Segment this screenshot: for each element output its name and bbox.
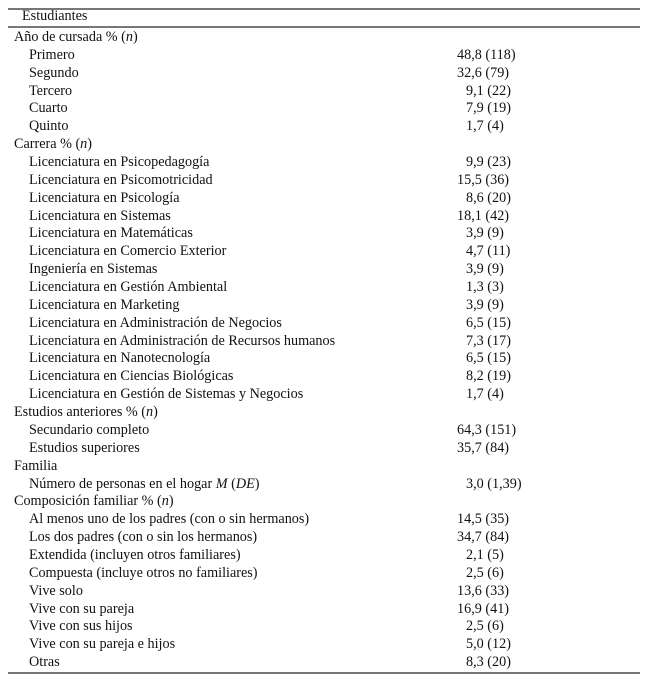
row-value: 9,9 (23): [466, 154, 511, 171]
row-label: [29, 367, 233, 385]
section-label: [14, 492, 174, 510]
table-row: [0, 332, 650, 350]
row-value: 64,3 (151): [457, 421, 517, 438]
section-row: [0, 492, 650, 510]
label-text: Licenciatura en Comercio Exterior: [29, 243, 227, 260]
row-label: [29, 653, 60, 671]
table-row: [0, 439, 650, 457]
row-value: 48,8 (118): [457, 46, 516, 63]
section-row: [0, 135, 650, 153]
label-text: Año de cursada % (: [14, 29, 126, 45]
label-text: Número de personas en el hogar: [29, 475, 216, 492]
row-value: 2,5 (6): [466, 618, 504, 635]
row-value: 16,9 (41): [457, 600, 510, 617]
row-value: 5,0 (12): [466, 636, 511, 653]
row-value: 1,7 (4): [466, 386, 504, 403]
label-text: Licenciatura en Administración de Negocios: [29, 314, 282, 331]
table-row: [0, 99, 650, 117]
row-label: [29, 207, 171, 225]
row-label: [29, 635, 175, 653]
table-row: [0, 635, 650, 653]
label-text: Estudios superiores: [29, 439, 140, 456]
label-text: Licenciatura en Psicomotricidad: [29, 171, 213, 188]
label-text: Extendida (incluyen otros familiares): [29, 546, 241, 563]
row-value: 18,1 (42): [457, 207, 510, 224]
row-label: [29, 546, 241, 564]
label-text: ): [254, 475, 260, 492]
label-text: Tercero: [29, 82, 73, 99]
row-label: [29, 564, 258, 582]
label-text: Composición familiar % (: [14, 493, 162, 510]
row-label: [29, 153, 209, 171]
label-text: Licenciatura en Nanotecnología: [29, 350, 211, 367]
table-row: [0, 600, 650, 618]
label-text: Licenciatura en Matemáticas: [29, 225, 193, 242]
label-text: Segundo: [29, 64, 79, 81]
row-label: [29, 314, 282, 332]
label-text: Carrera % (: [14, 136, 81, 153]
label-text: Vive solo: [29, 582, 83, 599]
row-label: [29, 224, 193, 242]
table-row: [0, 46, 650, 64]
row-value: 3,9 (9): [466, 296, 504, 313]
table-row: [0, 653, 650, 671]
label-text: Licenciatura en Gestión de Sistemas y Negocios: [29, 386, 304, 403]
label-text: Vive con su pareja e hijos: [29, 636, 176, 653]
row-value: 6,5 (15): [466, 314, 511, 331]
row-value: 34,7 (84): [457, 529, 510, 546]
row-value: 8,2 (19): [466, 368, 511, 385]
row-label: [29, 46, 75, 64]
row-label: [29, 64, 79, 82]
label-text: Vive con su pareja: [29, 600, 135, 617]
label-text: ): [153, 404, 158, 421]
label-text: Familia: [14, 457, 58, 474]
table-row: [0, 582, 650, 600]
column-header: Estudiantes: [22, 8, 88, 24]
table-row: [0, 385, 650, 403]
table-row: [0, 189, 650, 207]
row-value: 35,7 (84): [457, 439, 510, 456]
section-row: [0, 457, 650, 475]
row-value: 3,0 (1,39): [466, 475, 522, 492]
row-value: 2,1 (5): [466, 546, 504, 563]
label-text: Compuesta (incluye otros no familiares): [29, 564, 258, 581]
label-text: Al menos uno de los padres (con o sin hermanos): [29, 511, 310, 528]
table-row: [0, 171, 650, 189]
row-value: 7,3 (17): [466, 332, 511, 349]
row-label: [29, 242, 226, 260]
table-row: [0, 260, 650, 278]
row-label: [29, 332, 335, 350]
stat-symbol: n: [80, 136, 88, 153]
label-text: Licenciatura en Gestión Ambiental: [29, 279, 228, 296]
table-row: [0, 207, 650, 225]
row-label: [29, 600, 134, 618]
table-row: [0, 564, 650, 582]
row-label: [29, 617, 133, 635]
table-row: [0, 349, 650, 367]
label-text: Licenciatura en Administración de Recursos humanos: [29, 332, 336, 349]
row-value: 14,5 (35): [457, 511, 510, 528]
row-label: [29, 582, 83, 600]
section-row: [0, 403, 650, 421]
table-row: [0, 224, 650, 242]
top-rule: [8, 8, 640, 10]
label-text: Licenciatura en Marketing: [29, 296, 180, 313]
row-value: 8,6 (20): [466, 189, 511, 206]
row-label: [29, 189, 180, 207]
table-row: [0, 64, 650, 82]
table-row: [0, 314, 650, 332]
row-label: [29, 99, 68, 117]
section-label: [14, 135, 92, 153]
row-value: 2,5 (6): [466, 564, 504, 581]
stat-symbol: DE: [235, 475, 255, 492]
row-value: 3,9 (9): [466, 225, 504, 242]
label-text: Otras: [29, 654, 60, 671]
row-value: 1,7 (4): [466, 118, 504, 135]
table-row: [0, 617, 650, 635]
section-label: [14, 457, 57, 475]
label-text: Licenciatura en Psicología: [29, 189, 180, 206]
label-text: Los dos padres (con o sin los hermanos): [29, 529, 258, 546]
table-row: [0, 367, 650, 385]
table-row: [0, 242, 650, 260]
row-label: [29, 82, 72, 100]
table-row: [0, 296, 650, 314]
row-label: [29, 278, 227, 296]
row-value: 13,6 (33): [457, 582, 510, 599]
row-value: 1,3 (3): [466, 279, 504, 296]
row-value: 15,5 (36): [457, 171, 510, 188]
row-label: [29, 260, 157, 278]
label-text: Vive con sus hijos: [29, 618, 133, 635]
label-text: (: [227, 475, 236, 492]
label-text: Quinto: [29, 118, 69, 135]
row-label: [29, 171, 213, 189]
table-row: [0, 528, 650, 546]
label-text: Secundario completo: [29, 421, 150, 438]
section-row: [0, 28, 650, 46]
label-text: Cuarto: [29, 100, 68, 117]
row-value: 6,5 (15): [466, 350, 511, 367]
stat-symbol: n: [125, 29, 133, 45]
row-value: 7,9 (19): [466, 100, 511, 117]
row-label: [29, 385, 303, 403]
label-text: ): [87, 136, 92, 153]
row-label: [29, 439, 140, 457]
table-row: [0, 278, 650, 296]
row-label: [29, 475, 260, 493]
label-text: ): [132, 29, 138, 45]
table-row: [0, 117, 650, 135]
label-text: Primero: [29, 46, 75, 63]
row-label: [29, 421, 149, 439]
row-value: 3,9 (9): [466, 261, 504, 278]
row-value: 8,3 (20): [466, 654, 511, 671]
bottom-rule: [8, 672, 640, 674]
label-text: Licenciatura en Ciencias Biológicas: [29, 368, 234, 385]
label-text: Estudios anteriores % (: [14, 404, 146, 421]
stat-symbol: n: [146, 404, 154, 421]
label-text: Licenciatura en Sistemas: [29, 207, 171, 224]
row-label: [29, 349, 210, 367]
table-row: [0, 475, 650, 493]
stat-symbol: n: [161, 493, 169, 510]
row-value: 9,1 (22): [466, 82, 511, 99]
label-text: ): [168, 493, 174, 510]
row-label: [29, 296, 179, 314]
row-value: 4,7 (11): [466, 243, 511, 260]
stat-symbol: M: [215, 475, 228, 492]
row-label: [29, 117, 68, 135]
table-row: [0, 82, 650, 100]
row-value: 32,6 (79): [457, 64, 510, 81]
row-label: [29, 510, 309, 528]
table-row: [0, 546, 650, 564]
section-label: [14, 28, 138, 46]
table-row: [0, 153, 650, 171]
label-text: Licenciatura en Psicopedagogía: [29, 154, 210, 171]
row-label: [29, 528, 257, 546]
label-text: Ingeniería en Sistemas: [29, 261, 158, 278]
table-row: [0, 421, 650, 439]
table-row: [0, 510, 650, 528]
section-label: [14, 403, 158, 421]
